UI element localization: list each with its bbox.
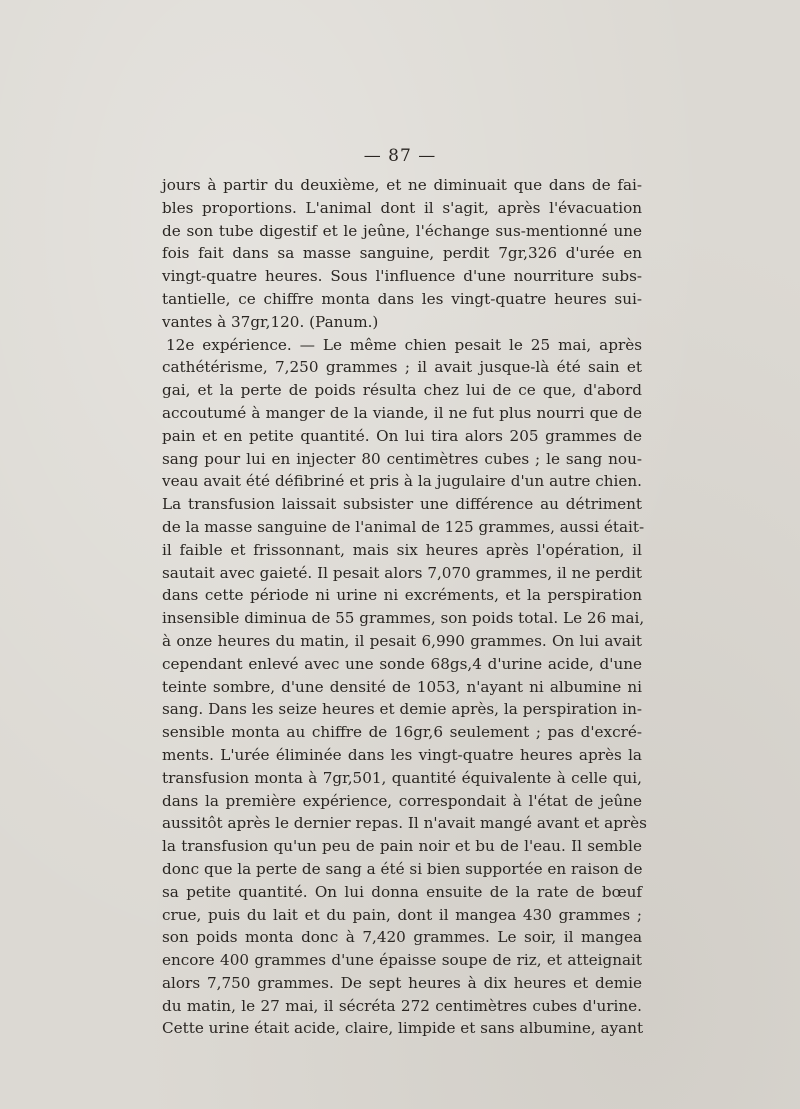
paragraph-1 bbox=[162, 174, 642, 334]
text-line: bles proportions. L'animal dont il s'agit, après l'évacuation bbox=[162, 198, 642, 217]
text-line: sa petite quantité. On lui donna ensuite de la rate de bœuf bbox=[162, 882, 642, 901]
text-line: transfusion monta à 7gr,501, quantité équivalente à celle qui, bbox=[162, 768, 642, 787]
text-line: la transfusion qu'un peu de pain noir et bu de l'eau. Il semble bbox=[162, 837, 642, 856]
text-line: 12e expérience. — Le même chien pesait le 25 mai, après bbox=[166, 335, 642, 354]
text-line: accoutumé à manger de la viande, il ne fut plus nourri que de bbox=[162, 403, 642, 422]
text-line: crue, puis du lait et du pain, dont il mangea 430 grammes ; bbox=[162, 905, 642, 924]
text-line: aussitôt après le dernier repas. Il n'avait mangé avant et après bbox=[162, 814, 647, 833]
text-line: insensible diminua de 55 grammes, son poids total. Le 26 mai, bbox=[162, 609, 645, 628]
text-line: jours à partir du deuxième, et ne diminuait que dans de fai- bbox=[162, 176, 642, 194]
text-line: sautait avec gaieté. Il pesait alors 7,070 grammes, il ne perdit bbox=[162, 563, 642, 582]
text-line: vantes à 37gr,120. (Panum.) bbox=[162, 312, 379, 331]
text-line: dans cette période ni urine ni excréments, et la perspiration bbox=[162, 586, 642, 605]
text-line: sensible monta au chiffre de 16gr,6 seulement ; pas d'excré- bbox=[162, 723, 642, 742]
text-line: du matin, le 27 mai, il sécréta 272 centimètres cubes d'urine. bbox=[162, 996, 642, 1015]
text-line: donc que la perte de sang a été si bien supportée en raison de bbox=[162, 859, 643, 878]
text-line: tantielle, ce chiffre monta dans les vingt-quatre heures sui- bbox=[162, 289, 642, 308]
text-line: sang pour lui en injecter 80 centimètres cubes ; le sang nou- bbox=[162, 449, 642, 468]
body-text bbox=[162, 174, 647, 1040]
text-line: sang. Dans les seize heures et demie après, la perspiration in- bbox=[162, 700, 642, 719]
text-line: gai, et la perte de poids résulta chez lui de ce que, d'abord bbox=[162, 381, 642, 400]
text-line: fois fait dans sa masse sanguine, perdit 7gr,326 d'urée en bbox=[162, 244, 642, 263]
text-line: de la masse sanguine de l'animal de 125 grammes, aussi était- bbox=[162, 517, 645, 536]
page-number: — 87 — bbox=[363, 146, 437, 166]
text-line: à onze heures du matin, il pesait 6,990 grammes. On lui avait bbox=[162, 631, 642, 650]
text-line: veau avait été défibriné et pris à la jugulaire d'un autre chien. bbox=[162, 472, 642, 491]
text-line: de son tube digestif et le jeûne, l'échange sus-mentionné une bbox=[162, 221, 642, 240]
text-line: son poids monta donc à 7,420 grammes. Le soir, il mangea bbox=[162, 928, 642, 947]
text-line: ments. L'urée éliminée dans les vingt-quatre heures après la bbox=[162, 745, 642, 764]
text-line: encore 400 grammes d'une épaisse soupe de riz, et atteignait bbox=[162, 951, 642, 970]
paragraph-2 bbox=[162, 334, 647, 1041]
text-line: pain et en petite quantité. On lui tira alors 205 grammes de bbox=[162, 426, 642, 445]
text-line: Cette urine était acide, claire, limpide et sans albumine, ayant bbox=[162, 1019, 644, 1038]
text-line: cependant enlevé avec une sonde 68gs,4 d'urine acide, d'une bbox=[162, 654, 642, 673]
text-line: teinte sombre, d'une densité de 1053, n'ayant ni albumine ni bbox=[162, 677, 642, 696]
text-line: cathétérisme, 7,250 grammes ; il avait jusque-là été sain et bbox=[162, 358, 642, 377]
text-line: dans la première expérience, correspondait à l'état de jeûne bbox=[162, 791, 642, 810]
text-line: il faible et frissonnant, mais six heures après l'opération, il bbox=[162, 540, 642, 559]
text-line: vingt-quatre heures. Sous l'influence d'une nourriture subs- bbox=[162, 267, 642, 286]
text-line: La transfusion laissait subsister une différence au détriment bbox=[162, 495, 642, 514]
text-line: alors 7,750 grammes. De sept heures à dix heures et demie bbox=[162, 973, 642, 992]
